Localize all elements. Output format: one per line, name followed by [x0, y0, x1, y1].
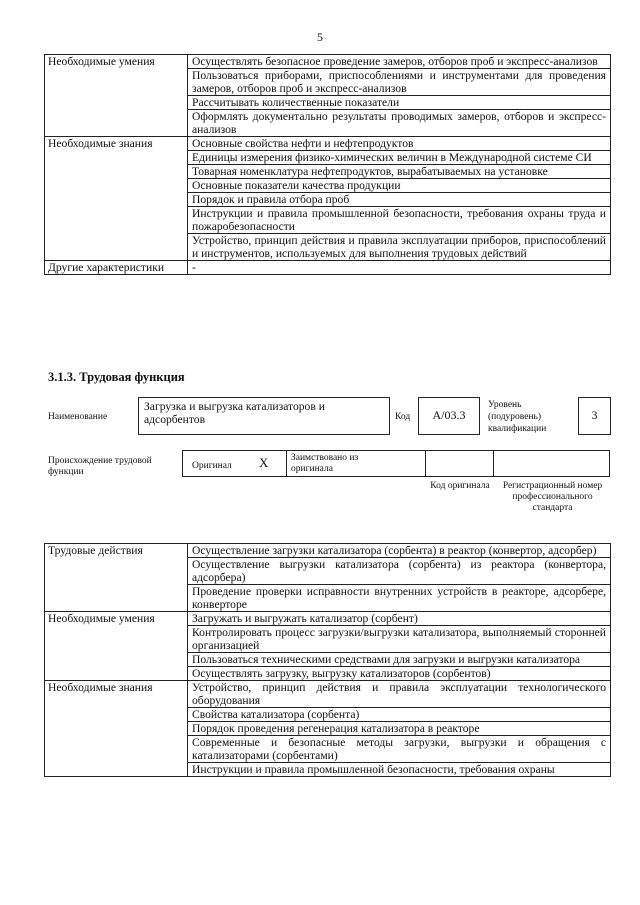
function-code-value: A/03.3 — [418, 397, 480, 435]
row-heading: Необходимые знания — [45, 137, 188, 261]
origin-label: Происхождение трудовой функции — [48, 456, 152, 477]
row-description: Осуществление загрузки катализатора (сорбента) в реактор (конвертор, адсорбер) — [188, 544, 611, 558]
row-description: Контролировать процесс загрузки/выгрузки катализатора, выполняемый сторонней организацией — [188, 626, 611, 653]
qualification-level-value: 3 — [578, 397, 611, 435]
row-description: Устройство, принцип действия и правила эксплуатации приборов, приспособлений и инструментов, используемых для выполнения трудовых действий — [188, 234, 611, 261]
row-description: Свойства катализатора (сорбента) — [188, 708, 611, 722]
original-label: Оригинал — [192, 461, 232, 471]
row-description: Современные и безопасные методы загрузки, выгрузки и обращения с катализаторами (сорбентами) — [188, 736, 611, 763]
table-top-body — [45, 55, 611, 275]
function-name-label: Наименование — [48, 412, 108, 422]
original-mark: X — [259, 455, 269, 470]
origin-row — [182, 450, 610, 477]
function-code-label: Код — [395, 412, 411, 422]
row-heading: Необходимые умения — [45, 55, 188, 137]
table-row — [45, 55, 611, 69]
row-description: Основные показатели качества продукции — [188, 179, 611, 193]
qualification-level-label: Уровень (подуровень) квалификации — [488, 400, 547, 434]
table-row — [45, 137, 611, 151]
table-bottom-body — [45, 544, 611, 777]
borrowed-cell — [287, 451, 426, 476]
skills-knowledge-table — [44, 54, 611, 275]
original-code-cell — [426, 451, 494, 476]
registration-number-caption: Регистрационный номер профессионального стандарта — [502, 481, 603, 513]
table-row — [45, 612, 611, 626]
table-row — [45, 261, 611, 275]
labor-function-table — [44, 543, 611, 777]
row-description: Осуществление выгрузки катализатора (сорбента) из реактора (конвертора, адсорбера) — [188, 558, 611, 585]
row-description: Рассчитывать количественные показатели — [188, 96, 611, 110]
original-cell — [183, 451, 287, 476]
row-description: Оформлять документально результаты проводимых замеров, отборов и экспресс-анализов — [188, 110, 611, 137]
original-code-caption: Код оригинала — [430, 481, 490, 491]
page-number: 5 — [317, 30, 323, 44]
row-description: Проведение проверки исправности внутренних устройств в реакторе, адсорбере, конверторе — [188, 585, 611, 612]
row-description: - — [188, 261, 611, 275]
row-description: Пользоваться приборами, приспособлениями и инструментами для проведения замеров, отборов проб и экспресс-анализов — [188, 69, 611, 96]
row-heading: Другие характеристики — [45, 261, 188, 275]
row-description: Основные свойства нефти и нефтепродуктов — [188, 137, 611, 151]
row-description: Товарная номенклатура нефтепродуктов, вырабатываемых на установке — [188, 165, 611, 179]
row-description: Пользоваться техническими средствами для загрузки и выгрузки катализатора — [188, 653, 611, 667]
row-description: Порядок проведения регенерация катализатора в реакторе — [188, 722, 611, 736]
row-heading: Необходимые знания — [45, 681, 188, 777]
row-description: Инструкции и правила промышленной безопасности, требования охраны — [188, 763, 611, 777]
table-row — [45, 681, 611, 708]
row-description: Загружать и выгружать катализатор (сорбент) — [188, 612, 611, 626]
row-heading: Трудовые действия — [45, 544, 188, 612]
section-title: 3.1.3. Трудовая функция — [48, 370, 185, 384]
row-description: Инструкции и правила промышленной безопасности, требования охраны труда и пожаробезопасности — [188, 207, 611, 234]
borrowed-label: Заимствовано из оригинала — [291, 453, 359, 474]
table-row — [45, 544, 611, 558]
row-description: Единицы измерения физико-химических величин в Международной системе СИ — [188, 151, 611, 165]
function-name-value: Загрузка и выгрузка катализаторов и адсорбентов — [138, 397, 390, 435]
row-description: Порядок и правила отбора проб — [188, 193, 611, 207]
row-heading: Необходимые умения — [45, 612, 188, 681]
row-description: Осуществлять загрузку, выгрузку катализаторов (сорбентов) — [188, 667, 611, 681]
row-description: Осуществлять безопасное проведение замеров, отборов проб и экспресс-анализов — [188, 55, 611, 69]
row-description: Устройство, принцип действия и правила эксплуатации технологического оборудования — [188, 681, 611, 708]
